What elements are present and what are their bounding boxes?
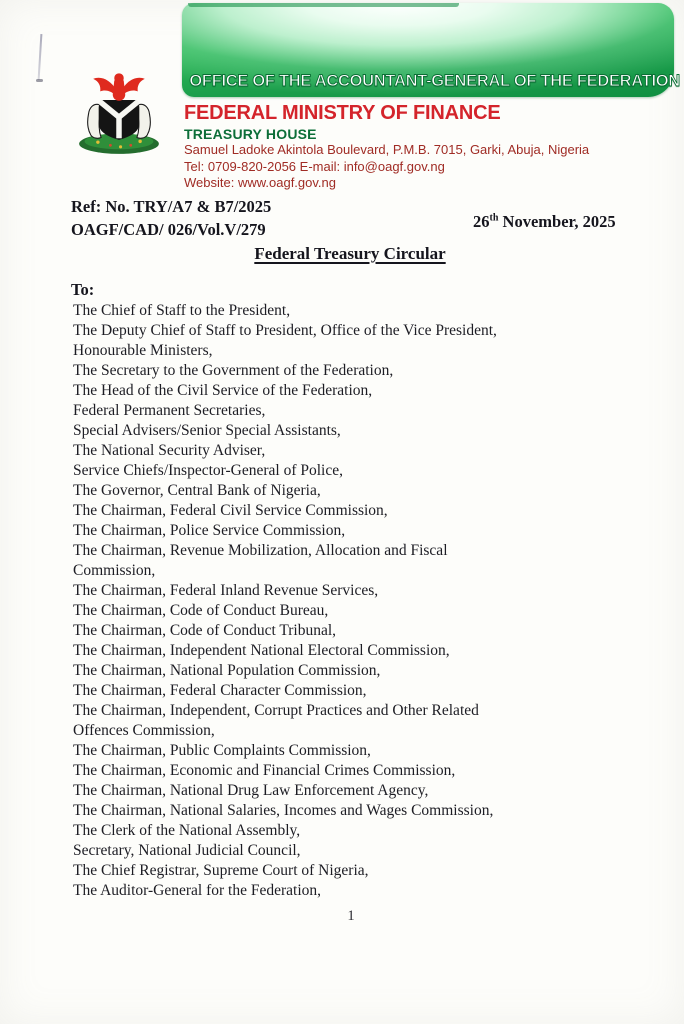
reference-block (71, 196, 271, 241)
date-day: 26 (473, 212, 490, 231)
banner (182, 3, 680, 97)
recipient-line: The Chairman, Revenue Mobilization, Allocation and Fiscal (73, 542, 448, 559)
reference-line-1: Ref: No. TRY/A7 & B7/2025 (71, 197, 272, 216)
recipient-line: The Chairman, Public Complaints Commission, (73, 742, 371, 759)
date-rest: November, 2025 (498, 212, 616, 231)
recipient-line: The Chairman, National Salaries, Incomes and Wages Commission, (73, 802, 494, 819)
recipient-line: The Secretary to the Government of the Federation, (73, 362, 394, 379)
recipient-line: The Chairman, Code of Conduct Tribunal, (73, 622, 337, 639)
recipient-line: The Chief Registrar, Supreme Court of Nigeria, (73, 862, 369, 879)
recipient-line: The Head of the Civil Service of the Federation, (73, 382, 373, 399)
recipient-line: The Chairman, National Drug Law Enforcement Agency, (73, 782, 429, 799)
circular-title: Federal Treasury Circular (254, 244, 446, 263)
recipient-line: Commission, (73, 562, 156, 579)
recipient-line: The Chairman, Police Service Commission, (73, 522, 346, 539)
recipient-line: The Chief of Staff to the President, (73, 302, 291, 319)
contact-line: Tel: 0709-820-2056 E-mail: info@oagf.gov.ng (184, 158, 445, 174)
scan-artifact (36, 34, 44, 86)
recipient-line: The Deputy Chief of Staff to President, Office of the Vice President, (73, 322, 497, 339)
recipient-line: The Governor, Central Bank of Nigeria, (73, 482, 321, 499)
scan-artifact-mark (36, 79, 43, 82)
recipients-list (73, 301, 633, 901)
recipient-line: Service Chiefs/Inspector-General of Police, (73, 462, 343, 479)
ministry-name: FEDERAL MINISTRY OF FINANCE (184, 102, 501, 124)
recipients-label: To: (71, 280, 95, 299)
recipient-line: The Chairman, Independent, Corrupt Practices and Other Related (73, 702, 479, 719)
recipient-line: The Chairman, Federal Inland Revenue Services, (73, 582, 379, 599)
address-line: Samuel Ladoke Akintola Boulevard, P.M.B. 7015, Garki, Abuja, Nigeria (184, 142, 590, 157)
recipient-line: Offences Commission, (73, 722, 215, 739)
recipient-line: The Chairman, Independent National Electoral Commission, (73, 642, 450, 659)
recipient-line: The Clerk of the National Assembly, (73, 822, 301, 839)
recipient-line: Secretary, National Judicial Council, (73, 842, 301, 859)
letter-date (473, 212, 616, 232)
recipient-line: The Chairman, National Population Commission, (73, 662, 381, 679)
website-line: Website: www.oagf.gov.ng (184, 175, 336, 190)
recipient-line: Special Advisers/Senior Special Assistants, (73, 422, 341, 439)
recipient-line: Federal Permanent Secretaries, (73, 402, 266, 419)
banner-title: OFFICE OF THE ACCOUNTANT-GENERAL OF THE FEDERATION (189, 71, 680, 90)
scan-artifact-line (38, 34, 42, 80)
department-name: TREASURY HOUSE (184, 126, 317, 142)
recipient-line: The Chairman, Economic and Financial Crimes Commission, (73, 762, 456, 779)
recipient-line: The Chairman, Federal Character Commission, (73, 682, 367, 699)
recipient-line: The Chairman, Code of Conduct Bureau, (73, 602, 329, 619)
nigeria-coat-of-arms-logo (76, 58, 162, 156)
reference-line-2: OAGF/CAD/ 026/Vol.V/279 (71, 219, 266, 239)
date-ordinal: th (489, 212, 499, 224)
letterhead-block (184, 101, 654, 192)
recipient-line: The Auditor-General for the Federation, (73, 882, 322, 899)
recipient-line: The National Security Adviser, (73, 442, 266, 459)
recipient-line: Honourable Ministers, (73, 342, 213, 359)
page-number: 1 (347, 908, 355, 924)
recipient-line: The Chairman, Federal Civil Service Commission, (73, 502, 388, 519)
